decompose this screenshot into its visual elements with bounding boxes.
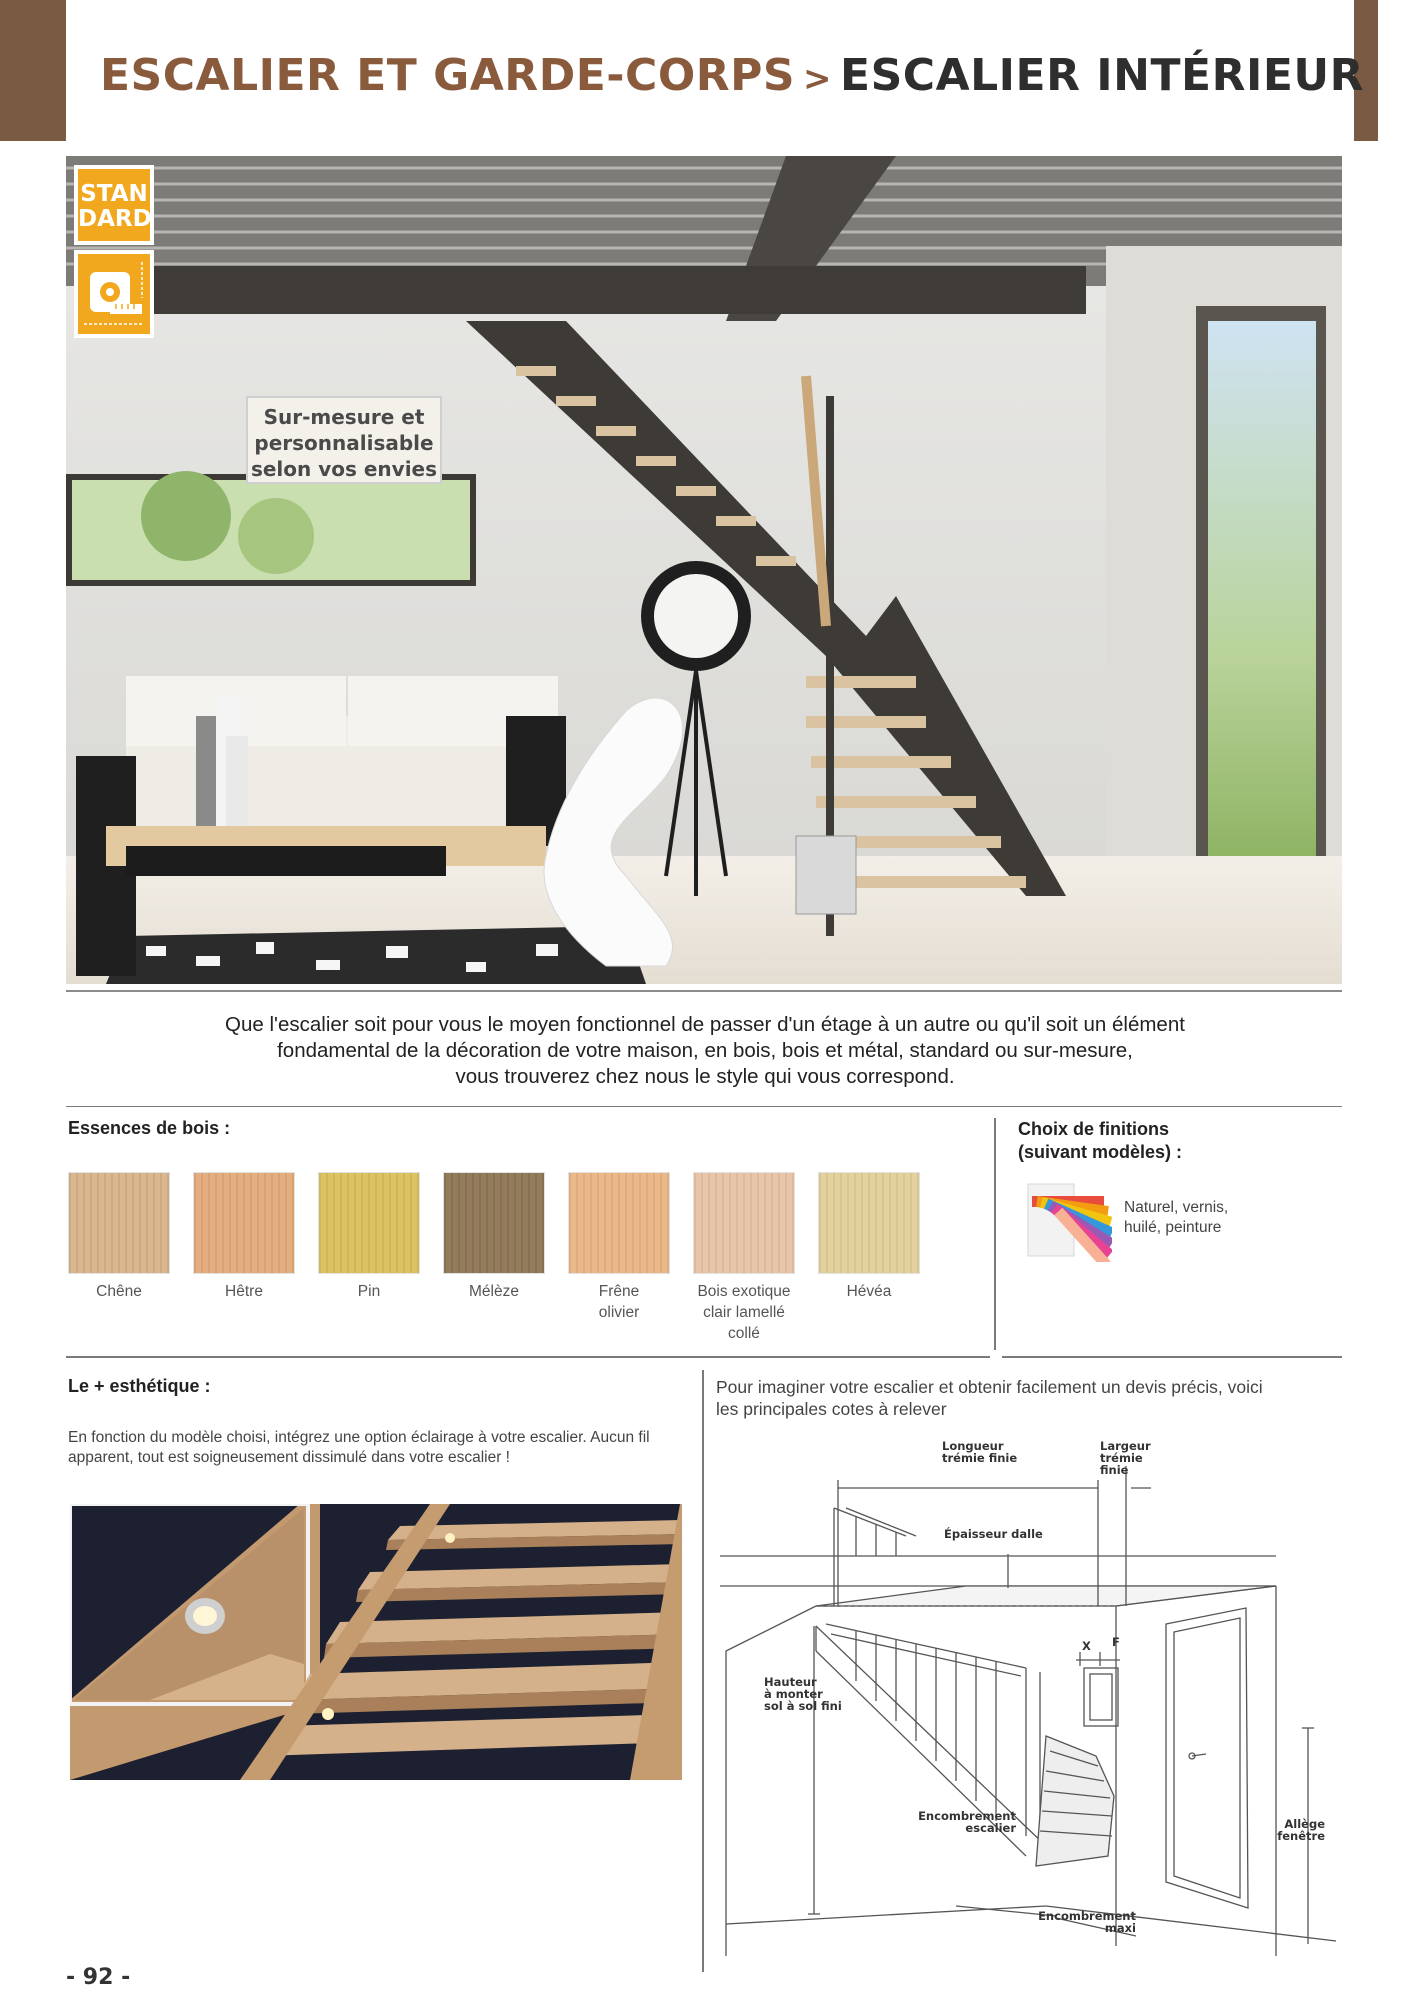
diagram-label-line: maxi [1104,1921,1136,1935]
dimensions-intro-line1: Pour imaginer votre escalier et obtenir facilement un devis précis, voici [716,1377,1263,1397]
standard-badge-line2: DARD [78,206,152,232]
wood-label-hetre [184,1281,304,1302]
finishes-heading [1018,1118,1182,1164]
wood-label-line: collé [728,1325,760,1342]
divider [66,1106,1342,1107]
finishes-text [1124,1198,1324,1238]
callout-line2: personnalisable [254,431,434,455]
tape-measure-icon [78,254,150,334]
divider [66,1356,990,1358]
wood-label-line: clair lamellé [703,1304,785,1321]
wood-swatch [693,1172,795,1274]
finishes-heading-line1: Choix de finitions [1018,1119,1169,1139]
esthetic-text-line2: apparent, tout est soigneusement dissimulé dans votre escalier ! [68,1449,510,1466]
intro-paragraph [120,1012,1290,1090]
label-epaisseur-dalle: Épaisseur dalle [944,1527,1043,1541]
diagram-label-line: trémie finie [942,1451,1018,1465]
wood-label-pin [309,1281,429,1302]
illuminated-steps-illustration [70,1504,682,1780]
divider [1002,1356,1342,1358]
wood-label-line: Pin [357,1283,381,1300]
label-x: X [1082,1639,1091,1653]
standard-badge [74,165,154,245]
wood-label-line: Chêne [96,1283,142,1300]
label-allege-fenetre [1271,1818,1325,1842]
vertical-divider [994,1118,996,1350]
label-encombrement-escalier [916,1810,1016,1834]
title-category: ESCALIER ET GARDE-CORPS [100,50,796,101]
standard-badge-line1: STAN [80,181,148,207]
label-f: F [1112,1635,1120,1649]
header-tab-left [0,0,66,141]
wood-label-hevea [809,1281,929,1302]
wood-swatch [568,1172,670,1274]
wood-label-line: Mélèze [469,1283,519,1300]
wood-label-line: Hêtre [225,1283,263,1300]
diagram-label-line: sol à sol fini [764,1699,842,1713]
intro-line2: fondamental de la décoration de votre maison, en bois, bois et métal, standard ou sur-mesure, [277,1039,1133,1062]
intro-line1: Que l'escalier soit pour vous le moyen fonctionnel de passer d'un étage à un autre ou qu'il soit un élément [225,1013,1185,1036]
intro-line3: vous trouverez chez nous le style qui vous correspond. [455,1065,955,1088]
diagram-label-line: escalier [965,1821,1016,1835]
finishes-text-line1: Naturel, vernis, [1124,1199,1229,1216]
callout-line3: selon vos envies [250,457,438,481]
wood-swatch [193,1172,295,1274]
callout-line1: Sur-mesure et [263,405,425,429]
lit-stair-photo [70,1504,682,1780]
wood-swatch [68,1172,170,1274]
diagram-label-line: à monter [764,1687,823,1701]
diagram-label-line: Hauteur [764,1675,817,1689]
title-subcategory: ESCALIER INTÉRIEUR [840,50,1364,101]
label-hauteur-a-monter [764,1676,842,1712]
staircase-dimensions-diagram [716,1436,1342,1956]
divider [66,990,1342,992]
wood-label-meleze [434,1281,554,1302]
wood-label-line: Frêne [598,1283,640,1300]
wood-label-line: olivier [598,1304,640,1321]
wood-label-line: Bois exotique [697,1283,791,1300]
wood-label-bois-exotique [684,1281,804,1344]
wood-swatch [318,1172,420,1274]
label-longueur-tremie [942,1440,1017,1464]
dimensions-intro [716,1376,1346,1420]
color-palette-icon [1024,1176,1112,1262]
diagram-label-line: trémie [1100,1451,1143,1465]
vertical-divider [702,1370,704,1972]
wood-label-frene-olivier [559,1281,679,1323]
custom-made-callout [246,396,442,484]
wood-swatch [443,1172,545,1274]
diagram-label-line: fenêtre [1277,1829,1325,1843]
esthetic-heading: Le + esthétique : [68,1376,211,1396]
label-largeur-tremie [1100,1440,1151,1476]
page-number: - 92 - [66,1965,131,1990]
wood-label-line: Hévéa [846,1283,892,1300]
tape-measure-badge [74,250,154,338]
diagram-label-line: Largeur [1100,1439,1151,1453]
color-fan-icon [1024,1176,1112,1262]
finishes-heading-line2: (suivant modèles) : [1018,1142,1183,1162]
diagram-label-line: Allège [1284,1817,1325,1831]
wood-label-chene [59,1281,179,1302]
page-title [100,50,1364,101]
finishes-text-line2: huilé, peinture [1124,1219,1222,1236]
esthetic-text-line1: En fonction du modèle choisi, intégrez une option éclairage à votre escalier. Aucun fil [68,1429,650,1446]
esthetic-description [68,1428,688,1468]
diagram-label-line: finie [1100,1463,1129,1477]
diagram-label-line: Encombrement [1038,1909,1136,1923]
wood-essences-heading: Essences de bois : [68,1118,231,1138]
wood-swatch [818,1172,920,1274]
living-room-staircase-illustration [66,156,1342,984]
title-separator: > [803,59,833,99]
label-encombrement-maxi [1036,1910,1136,1934]
diagram-label-line: Longueur [942,1439,1004,1453]
hero-image [66,156,1342,984]
dimensions-intro-line2: les principales cotes à relever [716,1399,947,1419]
diagram-label-line: Encombrement [918,1809,1016,1823]
